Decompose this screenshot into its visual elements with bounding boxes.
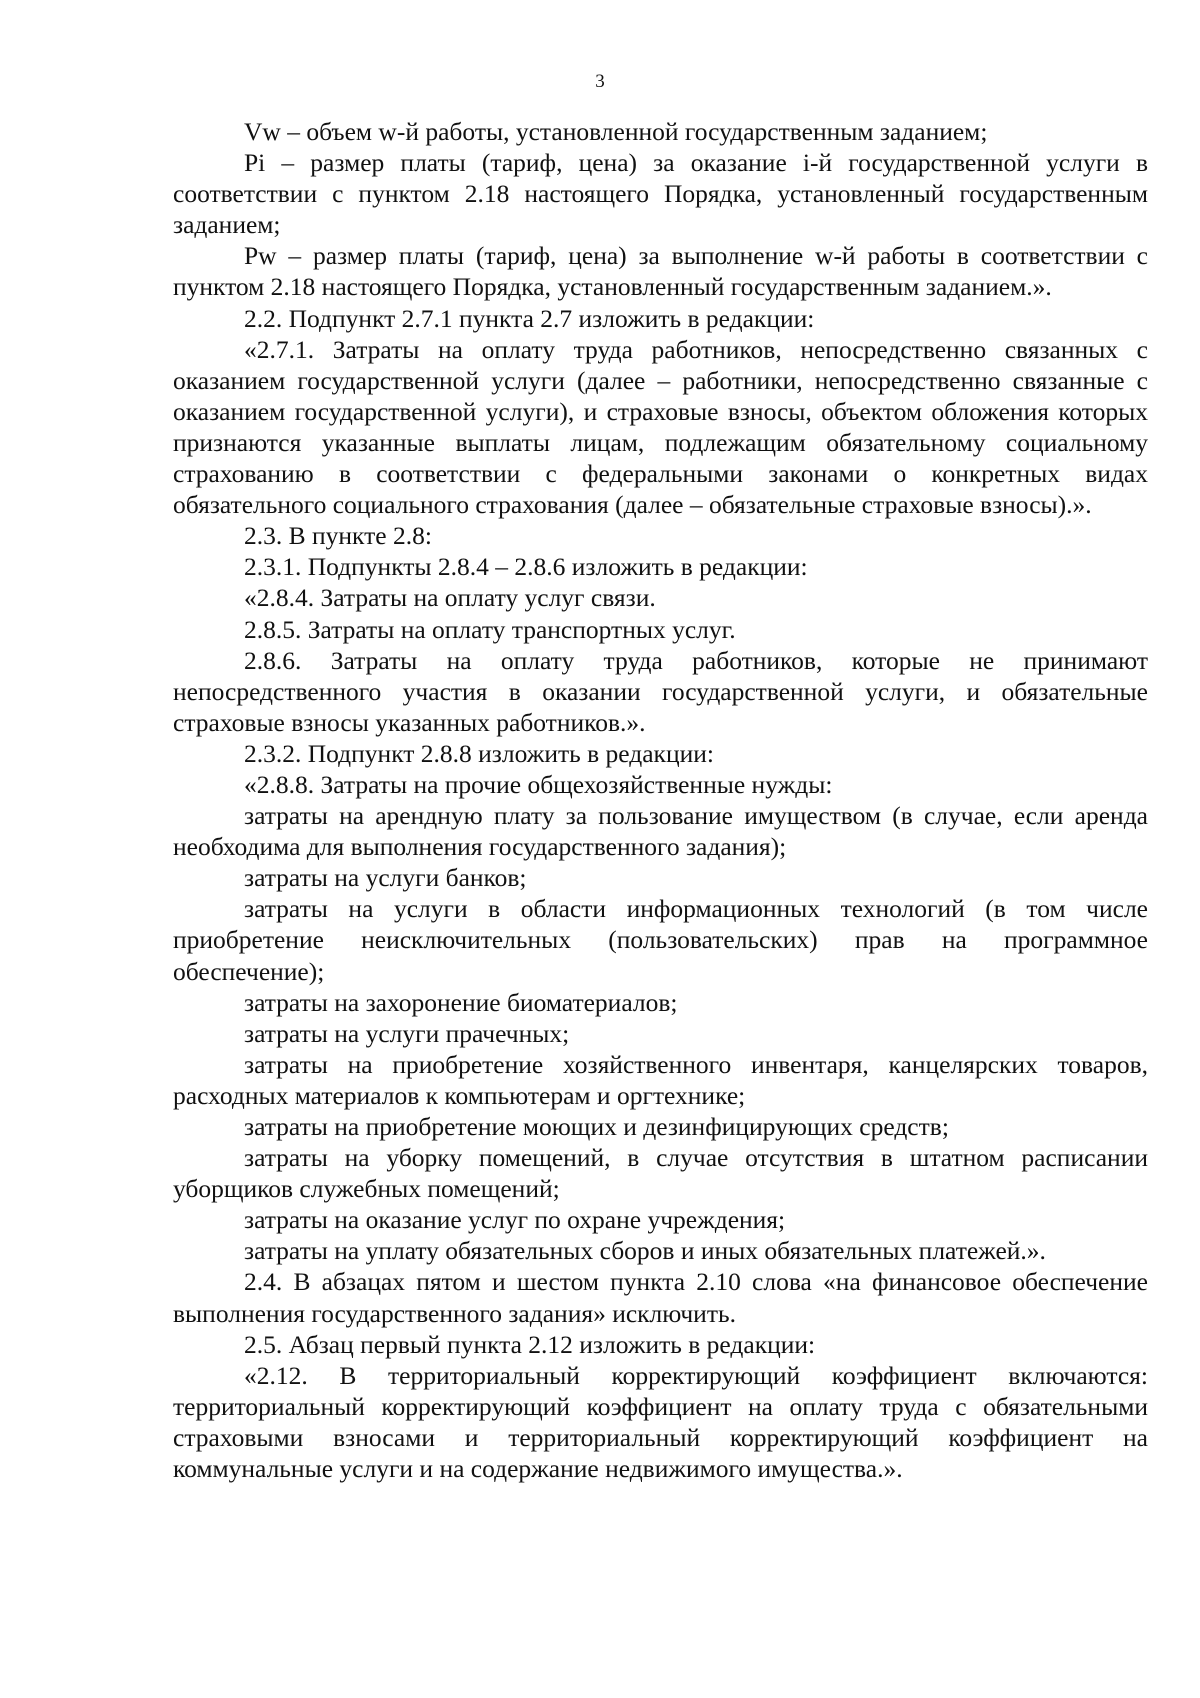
paragraph: 2.8.6. Затраты на оплату труда работников, которые не принимают непосредственного участия в оказании государственной услуги, и обязательные страховые взносы указанных работников.». <box>173 645 1148 737</box>
paragraph: затраты на захоронение биоматериалов; <box>244 987 678 1017</box>
paragraph: 2.3. В пункте 2.8: <box>244 521 432 551</box>
paragraph: 2.4. В абзацах пятом и шестом пункта 2.10 слова «на финансовое обеспечение выполнения государственного задания» исключить. <box>173 1267 1148 1328</box>
paragraph: Vw – объем w-й работы, установленной государственным заданием; <box>244 117 988 146</box>
paragraph: «2.8.8. Затраты на прочие общехозяйственные нужды: <box>244 769 833 799</box>
paragraph: 2.3.2. Подпункт 2.8.8 изложить в редакции: <box>244 738 714 768</box>
paragraph: «2.8.4. Затраты на оплату услуг связи. <box>244 583 656 613</box>
paragraph: Pi – размер платы (тариф, цена) за оказание i-й государственной услуги в соответствии с пунктом 2.18 настоящего Порядка, установленный государственным заданием; <box>173 148 1148 240</box>
paragraph: «2.12. В территориальный корректирующий коэффициент включаются: территориальный корректирующий коэффициент на оплату труда с обязательными страховыми взносами и территориальный корректирующий коэффициент на коммунальные услуги и на содержание недвижимого имущества.». <box>173 1360 1148 1484</box>
paragraph: затраты на приобретение моющих и дезинфицирующих средств; <box>244 1112 949 1141</box>
paragraph: «2.7.1. Затраты на оплату труда работников, непосредственно связанных с оказанием государственной услуги (далее – работники, непосредственно связанные с оказанием государственной услуги), и страховые взносы, объектом обложения которых признаются указанные выплаты лицам, подлежащим обязательному социальному страхованию в соответствии с федеральными законами о конкретных видах обязательного социального страхования (далее – обязательные страховые взносы).». <box>173 334 1148 520</box>
page-number: 3 <box>595 71 605 92</box>
paragraph: Pw – размер платы (тариф, цена) за выполнение w-й работы в соответствии с пунктом 2.18 настоящего Порядка, установленный государственным заданием.». <box>173 241 1148 302</box>
paragraph: затраты на услуги прачечных; <box>244 1018 570 1048</box>
paragraph: затраты на уплату обязательных сборов и иных обязательных платежей.». <box>244 1236 1046 1266</box>
paragraph: 2.3.1. Подпункты 2.8.4 – 2.8.6 изложить в редакции: <box>244 552 808 582</box>
paragraph: затраты на приобретение хозяйственного инвентаря, канцелярских товаров, расходных материалов к компьютерам и оргтехнике; <box>173 1049 1148 1110</box>
paragraph: 2.2. Подпункт 2.7.1 пункта 2.7 изложить в редакции: <box>244 303 815 333</box>
paragraph: затраты на арендную плату за пользование имуществом (в случае, если аренда необходима для выполнения государственного задания); <box>173 801 1148 862</box>
paragraph: затраты на уборку помещений, в случае отсутствия в штатном расписании уборщиков служебных помещений; <box>173 1143 1148 1204</box>
paragraph: затраты на оказание услуг по охране учреждения; <box>244 1205 786 1235</box>
document-body <box>173 116 1148 1484</box>
paragraph: 2.5. Абзац первый пункта 2.12 изложить в редакции: <box>244 1329 816 1359</box>
paragraph: затраты на услуги банков; <box>244 863 527 893</box>
paragraph: 2.8.5. Затраты на оплату транспортных услуг. <box>244 614 736 644</box>
paragraph: затраты на услуги в области информационных технологий (в том числе приобретение неисключительных (пользовательских) прав на программное обеспечение); <box>173 894 1148 986</box>
